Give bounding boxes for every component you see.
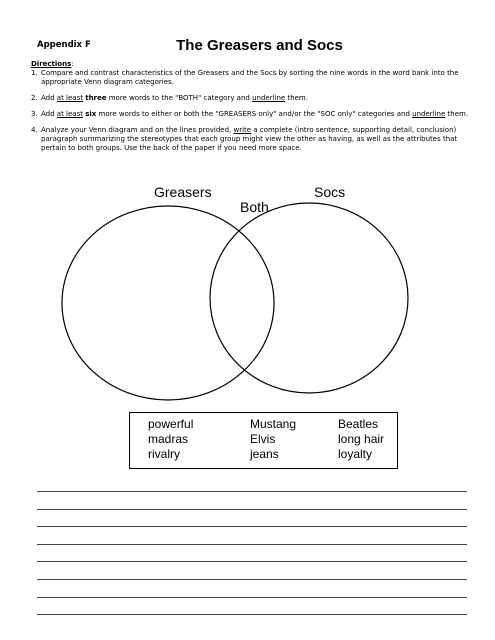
bold-text: three [85,94,107,102]
direction-text: Compare and contrast characteristics of the Greasers and the Socs by sorting the nine words in the word bank into the appropriate Venn diagram categories. [41,69,459,86]
word-bank-item: jeans [250,447,279,461]
greasers-label: Greasers [154,184,212,200]
underlined-text: at least [56,110,83,118]
socs-label: Socs [314,184,346,200]
text-run: a complete (intro sentence, supporting detail, conclusion) paragraph summarizing the stereotypes that each group might view the other as having, as well as the attributes that pertain to both groups. Use the back of the paper if you need more space. [41,126,458,152]
text-run: more words to the "BOTH" category and [106,94,253,102]
direction-number: 4. [31,126,38,134]
word-bank-item: loyalty [338,447,373,461]
word-bank-item: Elvis [250,432,276,446]
word-bank-item: long hair [338,432,385,446]
word-bank [129,412,398,469]
directions-colon: : [71,60,74,68]
text-run: more words to either or both the "GREASERS only" and/or the "SOC only" categories and [96,110,413,118]
writing-line[interactable] [37,509,467,510]
writing-line[interactable] [37,544,467,545]
underlined-text: underline [412,110,446,118]
underlined-text: at least [56,94,83,102]
writing-line[interactable] [37,491,467,492]
text-run: Add [41,110,57,118]
underlined-text: underline [252,94,286,102]
directions-heading: Directions [31,60,72,68]
writing-line[interactable] [37,526,467,527]
text-run: them. [285,94,308,102]
writing-line[interactable] [37,579,467,580]
word-bank-item: rivalry [148,447,180,461]
writing-line[interactable] [37,614,467,615]
appendix-label: Appendix F [37,40,91,50]
bold-text: six [85,110,97,118]
text-run: them. [445,110,469,118]
page-title: The Greasers and Socs [176,37,343,54]
direction-number: 1. [31,69,38,77]
direction-number: 2. [31,94,38,102]
word-bank-item: powerful [148,417,194,431]
greasers-circle [62,206,274,400]
underlined-text: write [233,126,252,134]
word-bank-item: Mustang [250,417,297,431]
direction-number: 3. [31,110,38,118]
text-run: Analyze your Venn diagram and on the lines provided, [41,126,234,134]
writing-line[interactable] [37,597,467,598]
text-run: Add [41,94,57,102]
writing-line[interactable] [37,561,467,562]
both-label: Both [240,199,269,215]
word-bank-item: Beatles [338,417,379,431]
word-bank-item: madras [148,432,189,446]
